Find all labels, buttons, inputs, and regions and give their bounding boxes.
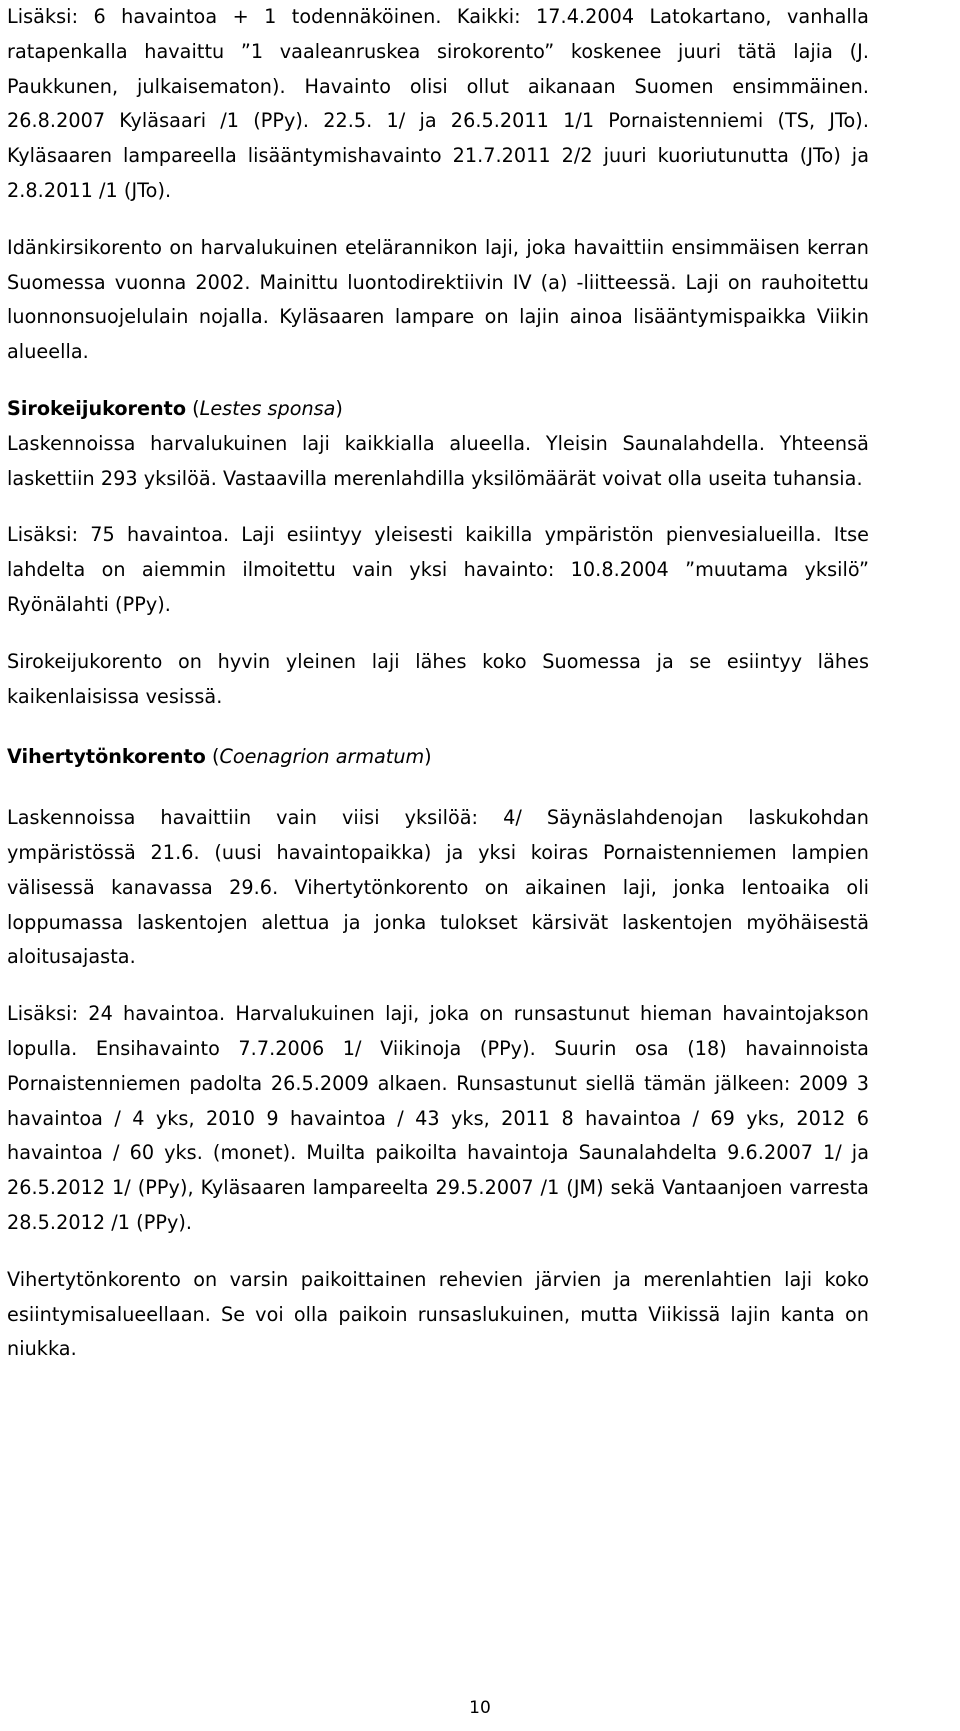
paragraph-sirokeijukorento-summary: Sirokeijukorento on hyvin yleinen laji lähes koko Suomessa ja se esiintyy lähes kaikenlaisissa vesissä. xyxy=(7,649,869,708)
heading-paren-close: ) xyxy=(424,745,432,769)
heading-species-name: Vihertytönkorento xyxy=(7,745,206,769)
heading-species-name: Sirokeijukorento xyxy=(7,396,187,420)
paragraph-vihertytonkorento-counts: Laskennoissa havaittiin vain viisi yksilöä: 4/ Säynäslahdenojan laskukohdan ympäristössä 21.6. (uusi havaintopaikka) ja yksi koiras Pornaistenniemen lampien välisessä kanavassa 29.6. Vihertytönkorento on aikainen laji, jonka lentoaika oli loppumassa laskentojen alettua ja jonka tulokset kärsivät laskentojen myöhäisestä aloitusajasta. xyxy=(7,806,869,969)
heading-latin-name: Lestes sponsa xyxy=(199,396,336,420)
heading-paren-close: ) xyxy=(335,396,343,420)
heading-latin-name: Coenagrion armatum xyxy=(219,745,425,769)
heading-sirokeijukorento xyxy=(7,392,869,427)
paragraph-sirokeijukorento-lisaksi: Lisäksi: 75 havaintoa. Laji esiintyy yleisesti kaikilla ympäristön pienvesialueilla. Itse lahdelta on aiemmin ilmoitettu vain yksi havainto: 10.8.2004 ”muutama yksilö” Ryönälahti (PPy). xyxy=(7,523,869,616)
heading-paren-open: ( xyxy=(186,396,200,420)
paragraph-idankirsikorento-summary: Idänkirsikorento on harvalukuinen etelärannikon laji, joka havaittiin ensimmäisen kerran Suomessa vuonna 2002. Mainittu luontodirektiivin IV (a) -liitteessä. Laji on rauhoitettu luonnonsuojelulain nojalla. Kyläsaaren lampare on lajin ainoa lisääntymispaikka Viikin alueella. xyxy=(7,235,869,364)
heading-vihertytonkorento xyxy=(7,740,869,775)
paragraph-lisaksi-idankirsikorento: Lisäksi: 6 havaintoa + 1 todennäköinen. Kaikki: 17.4.2004 Latokartano, vanhalla ratapenkalla havaittu ”1 vaaleanruskea sirokorento” koskenee juuri tätä lajia (J. Paukkunen, julkaisematon). Havainto olisi ollut aikanaan Suomen ensimmäinen. 26.8.2007 Kyläsaari /1 (PPy). 22.5. 1/ ja 26.5.2011 1/1 Pornaistenniemi (TS, JTo). Kyläsaaren lampareella lisääntymishavainto 21.7.2011 2/2 juuri kuoriutunutta (JTo) ja 2.8.2011 /1 (JTo). xyxy=(7,5,869,202)
paragraph-vihertytonkorento-summary: Vihertytönkorento on varsin paikoittainen rehevien järvien ja merenlahtien laji koko esiintymisalueellaan. Se voi olla paikoin runsaslukuinen, mutta Viikissä lajin kanta on niukka. xyxy=(7,1267,869,1361)
page-number: 10 xyxy=(469,1698,491,1718)
heading-paren-open: ( xyxy=(205,745,220,769)
paragraph-vihertytonkorento-lisaksi: Lisäksi: 24 havaintoa. Harvalukuinen laji, joka on runsastunut hieman havaintojakson lopulla. Ensihavainto 7.7.2006 1/ Viikinoja (PPy). Suurin osa (18) havainnoista Pornaistenniemen padolta 26.5.2009 alkaen. Runsastunut siellä tämän jälkeen: 2009 3 havaintoa / 4 yks, 2010 9 havaintoa / 43 yks, 2011 8 havaintoa / 69 yks, 2012 6 havaintoa / 60 yks. (monet). Muilta paikoilta havaintoja Saunalahdelta 9.6.2007 1/ ja 26.5.2012 1/ (PPy), Kyläsaaren lampareelta 29.5.2007 /1 (JM) sekä Vantaanjoen varresta 28.5.2012 /1 (PPy). xyxy=(7,1002,869,1234)
paragraph-sirokeijukorento-counts: Laskennoissa harvalukuinen laji kaikkialla alueella. Yleisin Saunalahdella. Yhteensä laskettiin 293 yksilöä. Vastaavilla merenlahdilla yksilömäärät voivat olla useita tuhansia. xyxy=(7,431,869,490)
document-page xyxy=(7,0,869,1367)
